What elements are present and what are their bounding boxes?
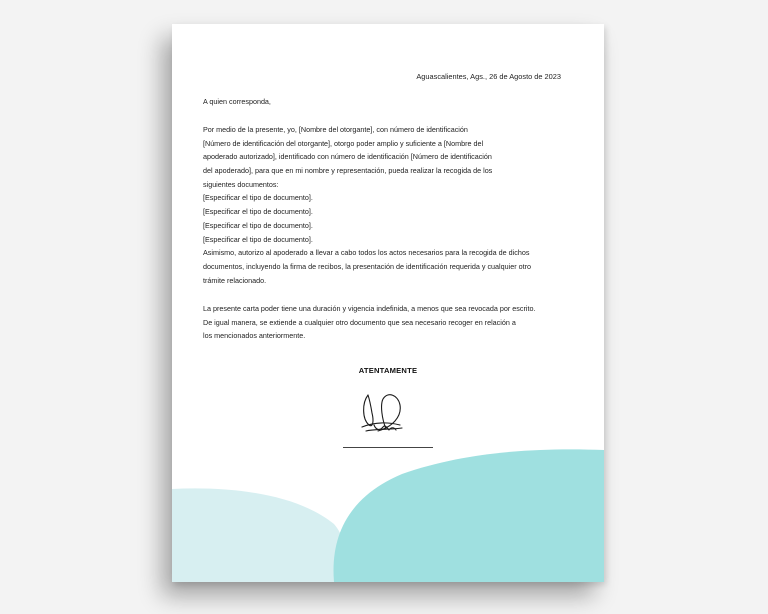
authorization-line: [Especificar el tipo de documento]. [203, 207, 313, 217]
salutation: A quien corresponda, [203, 97, 271, 106]
letter-date: Aguascalientes, Ags., 26 de Agosto de 2023 [416, 72, 561, 81]
authorization-line: Asimismo, autorizo al apoderado a llevar a cabo todos los actos necesarios para la recogida de dichos [203, 248, 530, 258]
authorization-line: documentos, incluyendo la firma de recibos, la presentación de identificación requerida y cualquier otro [203, 261, 532, 271]
letter-page [172, 24, 604, 582]
authorization-line: [Especificar el tipo de documento]. [203, 220, 313, 230]
paragraph-validity [203, 302, 583, 343]
authorization-line: [Especificar el tipo de documento]. [203, 234, 313, 244]
teal-wave-shape [334, 449, 604, 582]
authorization-line: trámite relacionado. [203, 275, 267, 285]
closing-text: ATENTAMENTE [358, 366, 418, 375]
paragraph-authorization [203, 123, 583, 287]
authorization-line: [Número de identificación del otorgante], otorgo poder amplio y suficiente a [Nombre del [203, 138, 484, 148]
authorization-line: [Especificar el tipo de documento]. [203, 193, 313, 203]
validity-line: La presente carta poder tiene una duración y vigencia indefinida, a menos que sea revocada por escrito. [203, 304, 536, 313]
signature-line [343, 447, 433, 448]
authorization-line: siguientes documentos: [203, 179, 279, 189]
handwritten-signature [356, 387, 412, 441]
authorization-line: Por medio de la presente, yo, [Nombre del otorgante], con número de identificación [203, 125, 468, 134]
validity-line: los mencionados anteriormente. [203, 331, 306, 341]
authorization-line: apoderado autorizado], identificado con número de identificación [Número de identificación [203, 152, 492, 162]
validity-line: De igual manera, se extiende a cualquier otro documento que sea necesario recoger en relación a [203, 317, 516, 327]
authorization-line: del apoderado], para que en mi nombre y representación, pueda realizar la recogida de los [203, 166, 493, 176]
light-wave-shape [172, 488, 347, 582]
